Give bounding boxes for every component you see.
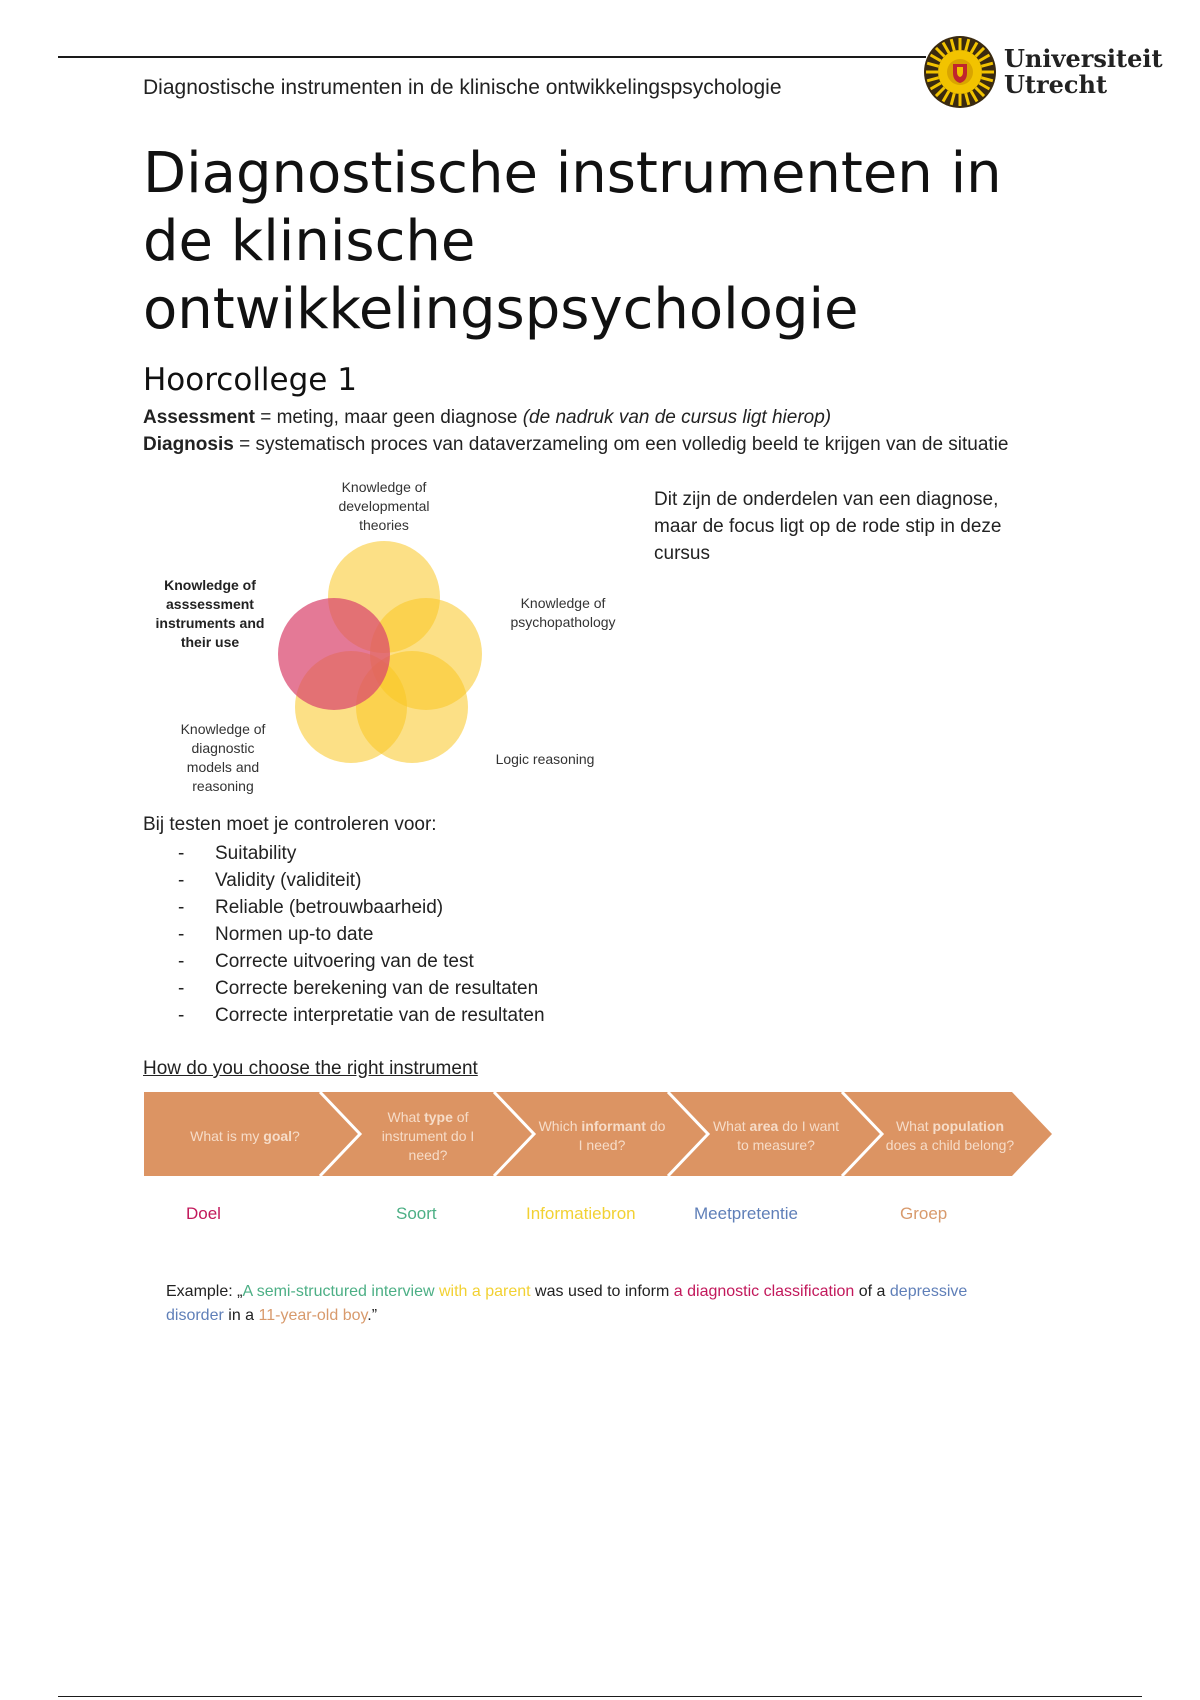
- venn-label-right: Knowledge of psychopathology: [510, 595, 616, 630]
- list-item-text: Correcte interpretatie van de resultaten: [215, 1005, 545, 1026]
- venn-label-bottom-left: Knowledge of diagnostic models and reasoning: [180, 721, 266, 794]
- dutch-term-meetpretentie: Meetpretentie: [694, 1204, 798, 1223]
- instrument-section-heading: How do you choose the right instrument: [143, 1058, 478, 1079]
- step-keyword: goal: [263, 1127, 293, 1144]
- step-text: What is my: [190, 1127, 264, 1144]
- step-text: Which: [538, 1118, 582, 1134]
- example-part-population: 11-year-old boy: [258, 1307, 368, 1324]
- footer-rule: [58, 1696, 1142, 1697]
- list-item: [143, 867, 545, 894]
- example-part-text: .”: [367, 1307, 378, 1324]
- dutch-term-groep: Groep: [900, 1204, 948, 1223]
- dutch-term-doel: Doel: [186, 1204, 221, 1223]
- example-part-text: of a: [854, 1283, 890, 1300]
- venn-label-top: Knowledge of developmental theories: [338, 479, 430, 533]
- step-population: [885, 1104, 1015, 1168]
- step-text: What: [387, 1108, 425, 1125]
- definition-text: = meting, maar geen diagnose: [254, 407, 523, 428]
- running-header: Diagnostische instrumenten in de klinische ontwikkelingspsychologie: [143, 76, 782, 99]
- list-item: [143, 1002, 545, 1029]
- step-text: What: [895, 1118, 933, 1134]
- list-dash: -: [178, 924, 185, 945]
- logo-line-2: Utrecht: [1004, 70, 1108, 99]
- list-item-text: Correcte berekening van de resultaten: [215, 978, 539, 999]
- example-part-text: in a: [223, 1307, 259, 1324]
- example-part-area: depressive disorder: [166, 1283, 968, 1324]
- venn-circle-assessment: [278, 598, 390, 710]
- list-dash: -: [178, 951, 185, 972]
- list-dash: -: [178, 843, 185, 864]
- lecture-heading: Hoorcollege 1: [143, 362, 357, 398]
- step-keyword: type: [424, 1108, 453, 1125]
- document-title: Diagnostische instrumenten in de klinische ontwikkelingspsychologie: [143, 141, 1002, 342]
- header-rule: [58, 56, 926, 58]
- step-text: ?: [292, 1127, 300, 1144]
- list-item: [143, 921, 545, 948]
- step-keyword: population: [932, 1118, 1005, 1134]
- example-part-type: A semi-structured interview: [242, 1283, 435, 1300]
- list-item: [143, 975, 545, 1002]
- step-goal: [180, 1104, 310, 1168]
- list-dash: -: [178, 978, 185, 999]
- list-item-text: Correcte uitvoering van de test: [215, 951, 474, 972]
- step-text: do I need?: [578, 1118, 666, 1153]
- step-type: [363, 1104, 493, 1168]
- step-text: does a child belong?: [885, 1137, 1015, 1153]
- example-part-text: was used to inform: [530, 1283, 674, 1300]
- step-area: [711, 1104, 841, 1168]
- university-name: [1004, 46, 1163, 98]
- dutch-term-soort: Soort: [396, 1204, 437, 1223]
- definition-diagnosis: [143, 434, 1009, 456]
- example-part-goal: a diagnostic classification: [673, 1283, 855, 1300]
- checklist-intro: Bij testen moet je controleren voor:: [143, 814, 437, 835]
- venn-label-bottom-right: Logic reasoning: [495, 751, 595, 767]
- example-sentence: [166, 1280, 1006, 1328]
- step-informant: [537, 1104, 667, 1168]
- definition-term: Assessment: [143, 407, 255, 428]
- list-item: [143, 894, 545, 921]
- step-text: What: [712, 1118, 750, 1134]
- university-logo: [922, 34, 1172, 112]
- diagnosis-venn-diagram: [140, 470, 660, 810]
- list-item-text: Validity (validiteit): [215, 870, 362, 891]
- example-label: Example: „: [166, 1283, 243, 1300]
- definition-text: = systematisch proces van dataverzameling om een volledig beeld te krijgen van de situatie: [233, 434, 1009, 455]
- definition-term: Diagnosis: [143, 434, 234, 455]
- list-item-text: Normen up-to date: [215, 924, 374, 945]
- sun-emblem-icon: [922, 34, 998, 110]
- test-checklist: [143, 840, 545, 1029]
- list-item-text: Reliable (betrouwbaarheid): [215, 897, 444, 918]
- definition-note: (de nadruk van de cursus ligt hierop): [522, 407, 832, 428]
- list-item: [143, 948, 545, 975]
- list-dash: -: [178, 870, 185, 891]
- list-item-text: Suitability: [215, 843, 297, 864]
- definition-assessment: [143, 407, 831, 429]
- logo-line-1: Universiteit: [1004, 44, 1163, 73]
- list-item: [143, 840, 545, 867]
- step-text: of instrument do I need?: [381, 1108, 475, 1163]
- step-keyword: informant: [581, 1118, 646, 1134]
- step-text: do I want to measure?: [737, 1118, 840, 1153]
- list-dash: -: [178, 897, 185, 918]
- step-keyword: area: [749, 1118, 779, 1134]
- dutch-term-informatiebron: Informatiebron: [526, 1204, 636, 1223]
- example-part-informant: with a parent: [434, 1283, 531, 1300]
- venn-side-note: Dit zijn de onderdelen van een diagnose, maar de focus ligt op de rode stip in deze cursus: [654, 489, 1002, 564]
- venn-label-left: Knowledge of asssessment instruments and their use: [155, 577, 265, 650]
- list-dash: -: [178, 1005, 185, 1026]
